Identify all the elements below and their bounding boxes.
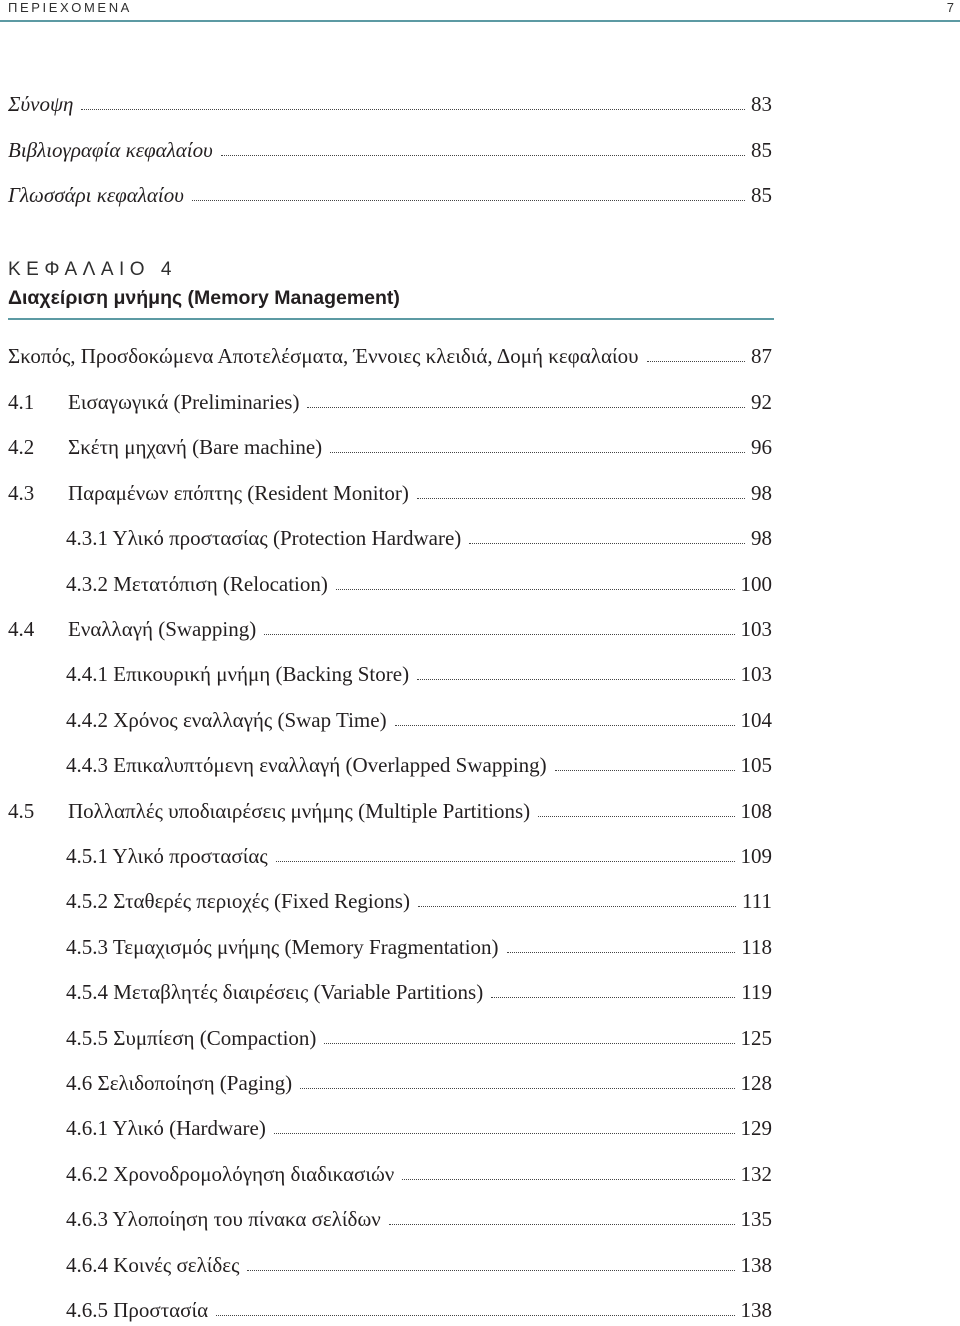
- toc-entry-title: 4.5.4 Μεταβλητές διαιρέσεις (Variable Partitions): [66, 980, 484, 1004]
- toc-entry-page: 111: [742, 889, 772, 913]
- toc-entry-page: 100: [740, 572, 772, 596]
- toc-leader-dots: [192, 200, 745, 201]
- toc-entry-page: 103: [740, 662, 772, 686]
- toc-entry-title: Γλωσσάρι κεφαλαίου: [8, 183, 184, 207]
- toc-entry: [0, 659, 960, 689]
- toc-entry-title: 4.4.2 Χρόνος εναλλαγής (Swap Time): [66, 708, 387, 732]
- toc-entry-number: 4.1: [8, 390, 35, 414]
- toc-entry: [0, 387, 960, 417]
- toc-entry-title: Εισαγωγικά (Preliminaries): [68, 390, 300, 414]
- toc-leader-dots: [507, 952, 736, 953]
- toc-entry: [0, 341, 960, 371]
- toc-entry-title: 4.3.1 Υλικό προστασίας (Protection Hardware): [66, 526, 462, 550]
- toc-leader-dots: [647, 361, 745, 362]
- toc-entry-page: 85: [751, 183, 772, 207]
- toc-leader-dots: [469, 543, 745, 544]
- toc-entry: [0, 1023, 960, 1053]
- toc-leader-dots: [300, 1088, 734, 1089]
- toc-entry: [0, 523, 960, 553]
- toc-entry-page: 125: [740, 1026, 772, 1050]
- toc-entry: [0, 135, 960, 165]
- toc-entry-page: 128: [740, 1071, 772, 1095]
- toc-entry-title: 4.6.4 Κοινές σελίδες: [66, 1253, 240, 1277]
- toc-entry: [0, 977, 960, 1007]
- toc-entry: [0, 1250, 960, 1280]
- toc-leader-dots: [395, 725, 735, 726]
- toc-entry-title: Βιβλιογραφία κεφαλαίου: [8, 138, 213, 162]
- page-number: 7: [946, 0, 954, 15]
- toc-leader-dots: [247, 1270, 734, 1271]
- toc-entry: [0, 478, 960, 508]
- toc-entry-page: 83: [751, 92, 772, 116]
- toc-entry-page: 108: [740, 799, 772, 823]
- toc-entry-page: 135: [740, 1207, 772, 1231]
- toc-leader-dots: [274, 1133, 735, 1134]
- toc-entry-number: 4.5: [8, 799, 35, 823]
- running-head: ΠΕΡΙΕΧΟΜΕΝΑ: [8, 0, 132, 15]
- toc-leader-dots: [81, 109, 745, 110]
- toc-leader-dots: [216, 1315, 734, 1316]
- toc-leader-dots: [276, 861, 735, 862]
- toc-entry-page: 138: [740, 1253, 772, 1277]
- toc-entry-title: Σύνοψη: [8, 92, 74, 116]
- toc-entry-title: 4.6.1 Υλικό (Hardware): [66, 1116, 266, 1140]
- toc-entry: [0, 1068, 960, 1098]
- toc-entry: [0, 886, 960, 916]
- toc-leader-dots: [418, 906, 736, 907]
- toc-entry-page: 104: [740, 708, 772, 732]
- toc-entry: [0, 1295, 960, 1325]
- toc-entry-title: 4.6.2 Χρονοδρομολόγηση διαδικασιών: [66, 1162, 395, 1186]
- toc-entry: [0, 841, 960, 871]
- toc-entry-title: 4.6.3 Υλοποίηση του πίνακα σελίδων: [66, 1207, 381, 1231]
- toc-entry: [0, 1159, 960, 1189]
- toc-entry-title: Πολλαπλές υποδιαιρέσεις μνήμης (Multiple Partitions): [68, 799, 531, 823]
- toc-entry-page: 96: [751, 435, 772, 459]
- chapter-title: Διαχείριση μνήμης (Memory Management): [8, 287, 400, 309]
- toc-entry-title: Σκέτη μηχανή (Bare machine): [68, 435, 323, 459]
- toc-entry-page: 138: [740, 1298, 772, 1322]
- toc-entry-title: 4.5.2 Σταθερές περιοχές (Fixed Regions): [66, 889, 410, 913]
- toc-entry: [0, 1113, 960, 1143]
- toc-entry-title: 4.5.1 Υλικό προστασίας: [66, 844, 268, 868]
- toc-entry-page: 98: [751, 526, 772, 550]
- toc-entry-title: 4.6 Σελιδοποίηση (Paging): [66, 1071, 293, 1095]
- toc-entry-page: 129: [740, 1116, 772, 1140]
- toc-entry: [0, 614, 960, 644]
- chapter-rule: [8, 318, 774, 320]
- toc-entry-title: 4.4.1 Επικουρική μνήμη (Backing Store): [66, 662, 410, 686]
- toc-leader-dots: [402, 1179, 734, 1180]
- toc-entry-title: Παραμένων επόπτης (Resident Monitor): [68, 481, 409, 505]
- toc-entry-number: 4.2: [8, 435, 35, 459]
- toc-leader-dots: [538, 816, 734, 817]
- toc-entry-page: 132: [740, 1162, 772, 1186]
- toc-entry-page: 85: [751, 138, 772, 162]
- toc-entry: [0, 705, 960, 735]
- toc-entry-number: 4.3: [8, 481, 35, 505]
- toc-leader-dots: [491, 997, 735, 998]
- page-header: [0, 0, 960, 22]
- toc-leader-dots: [555, 770, 735, 771]
- toc-entry: [0, 569, 960, 599]
- toc-entry-title: Σκοπός, Προσδοκώμενα Αποτελέσματα, Έννοιες κλειδιά, Δομή κεφαλαίου: [8, 344, 639, 368]
- toc-entry-number: 4.4: [8, 617, 35, 641]
- toc-entry: [0, 750, 960, 780]
- toc-leader-dots: [221, 155, 745, 156]
- toc-entry-title: 4.6.5 Προστασία: [66, 1298, 209, 1322]
- header-rule: [0, 20, 960, 22]
- toc-leader-dots: [389, 1224, 735, 1225]
- toc-entry: [0, 432, 960, 462]
- toc-entry: [0, 932, 960, 962]
- toc-entry: [0, 180, 960, 210]
- toc-entry-page: 103: [740, 617, 772, 641]
- toc-leader-dots: [264, 634, 734, 635]
- toc-leader-dots: [307, 407, 745, 408]
- toc-entry-page: 105: [740, 753, 772, 777]
- toc-entry: [0, 796, 960, 826]
- toc-leader-dots: [417, 498, 745, 499]
- toc-entry-title: 4.5.5 Συμπίεση (Compaction): [66, 1026, 317, 1050]
- toc-leader-dots: [417, 679, 734, 680]
- chapter-label: ΚΕΦΑΛΑΙΟ 4: [8, 259, 177, 280]
- toc-entry-page: 119: [741, 980, 772, 1004]
- toc-entry-title: Εναλλαγή (Swapping): [68, 617, 257, 641]
- toc-entry-page: 92: [751, 390, 772, 414]
- toc-leader-dots: [330, 452, 745, 453]
- toc-entry-title: 4.5.3 Τεμαχισμός μνήμης (Memory Fragmentation): [66, 935, 499, 959]
- toc-entry-title: 4.3.2 Μετατόπιση (Relocation): [66, 572, 328, 596]
- toc-entry-page: 87: [751, 344, 772, 368]
- toc-leader-dots: [336, 589, 735, 590]
- toc-entry-page: 109: [740, 844, 772, 868]
- toc-entry: [0, 89, 960, 119]
- toc-entry-title: 4.4.3 Επικαλυπτόμενη εναλλαγή (Overlapped Swapping): [66, 753, 547, 777]
- toc-entry-page: 118: [741, 935, 772, 959]
- toc-leader-dots: [324, 1043, 734, 1044]
- toc-entry: [0, 1204, 960, 1234]
- toc-entry-page: 98: [751, 481, 772, 505]
